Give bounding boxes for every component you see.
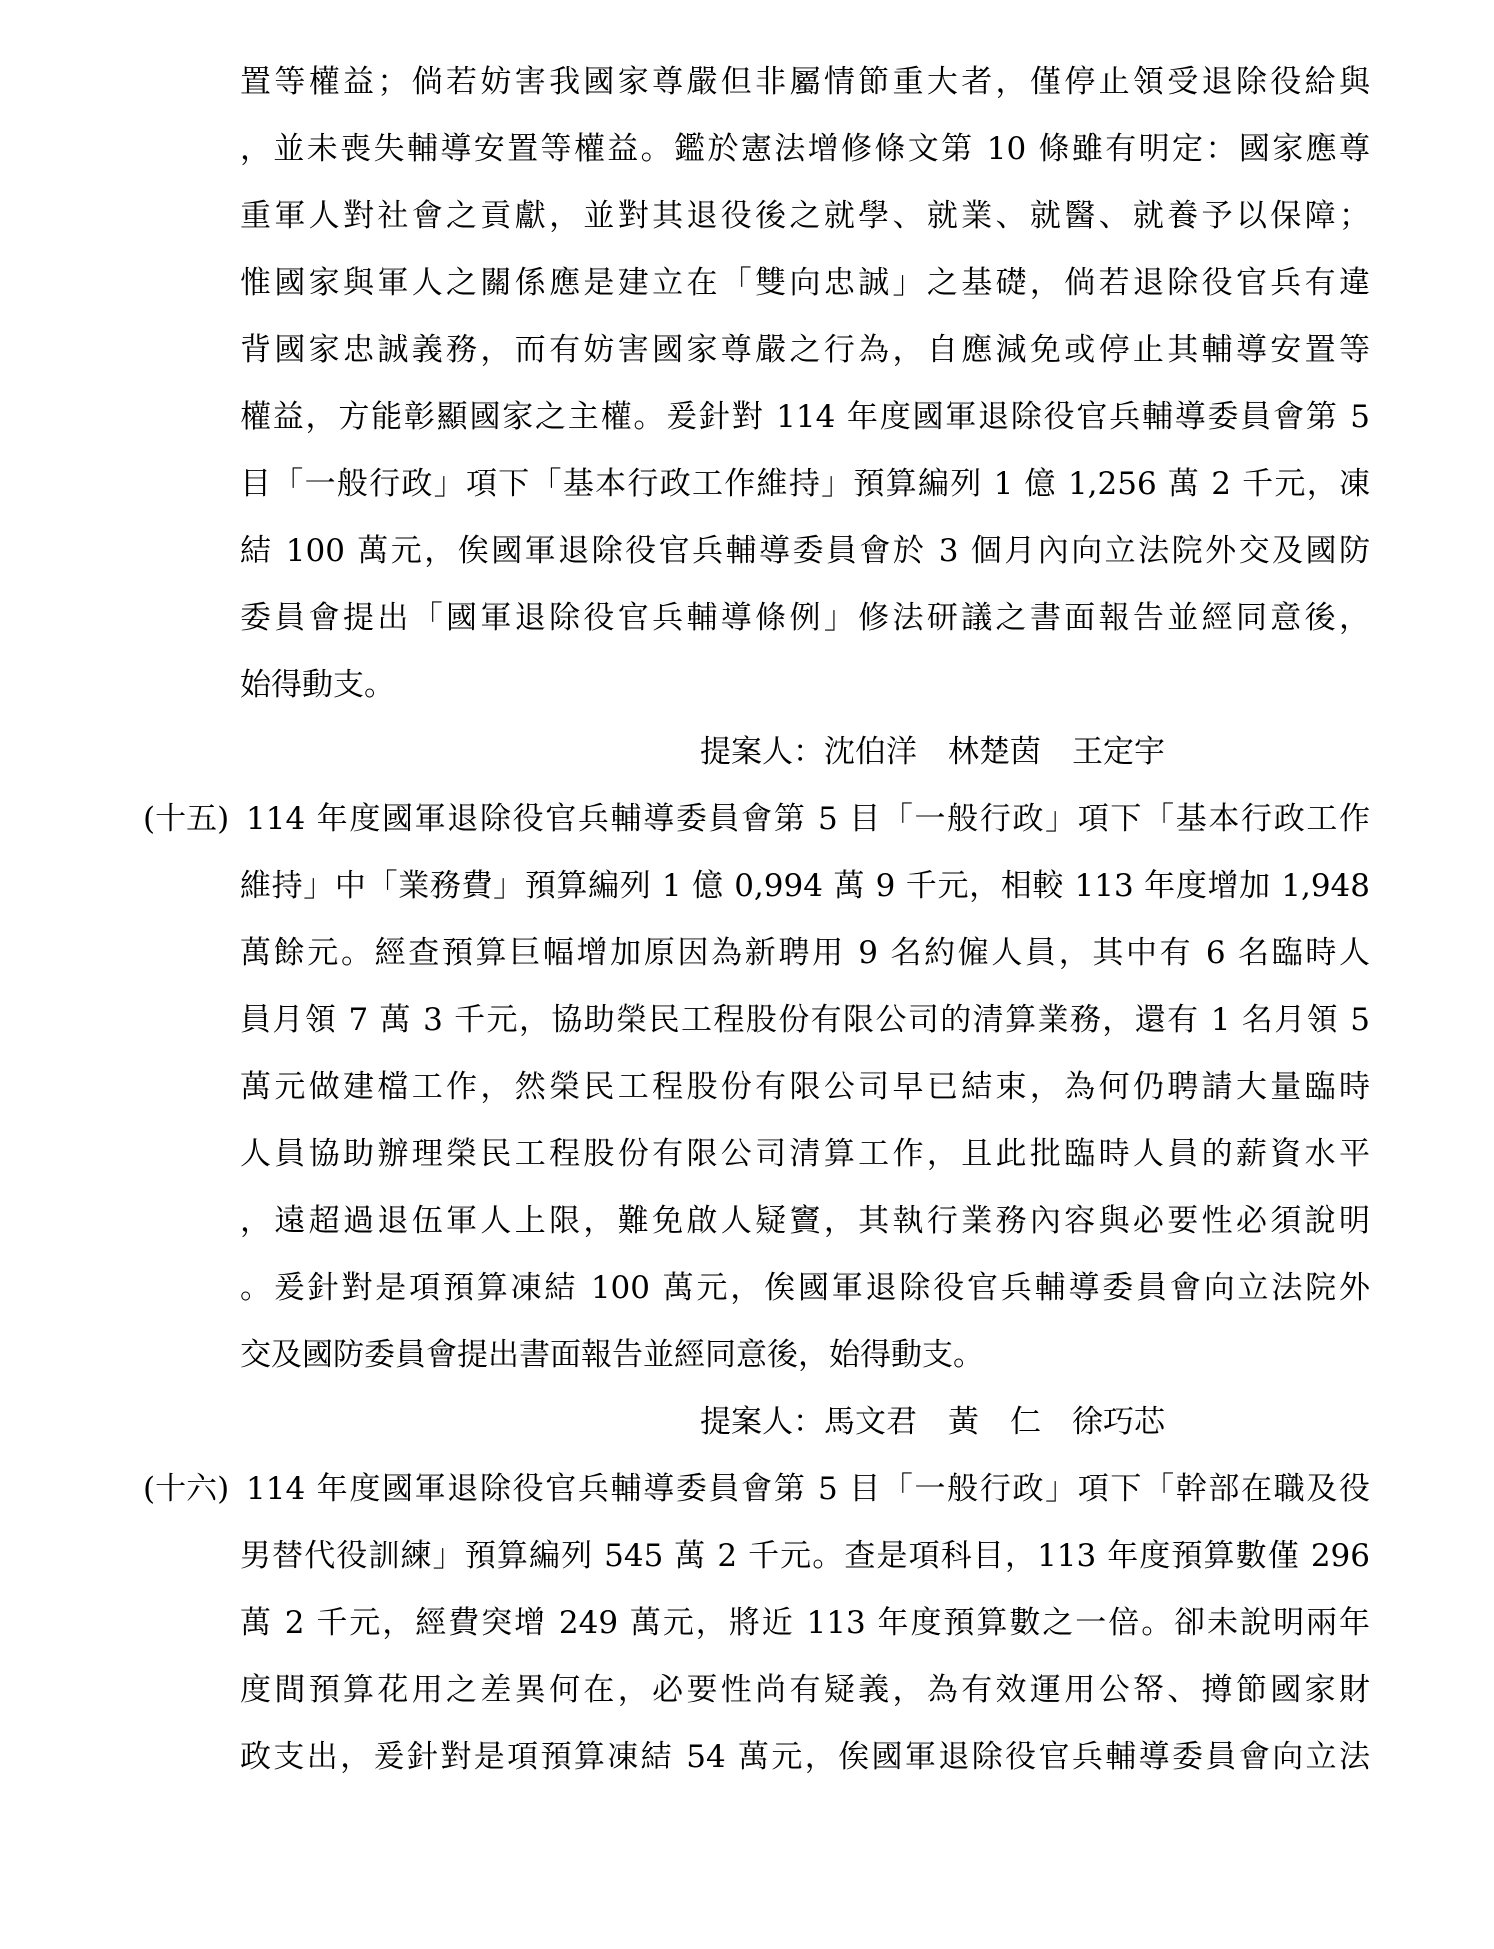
body-text-line: 人員協助辦理榮民工程股份有限公司清算工作，且此批臨時人員的薪資水平 — [240, 1136, 1370, 1172]
body-text-line: 結 100 萬元，俟國軍退除役官兵輔導委員會於 3 個月內向立法院外交及國防 — [240, 533, 1370, 569]
body-text-line: 目「一般行政」項下「基本行政工作維持」預算編列 1 億 1,256 萬 2 千元，凍 — [240, 466, 1370, 502]
item-number-label: (十五) — [143, 801, 230, 837]
body-text-line: 。爰針對是項預算凍結 100 萬元，俟國軍退除役官兵輔導委員會向立法院外 — [240, 1270, 1370, 1306]
body-text-line: 維持」中「業務費」預算編列 1 億 0,994 萬 9 千元，相較 113 年度增加 1,948 — [240, 868, 1370, 904]
body-text-line: 政支出，爰針對是項預算凍結 54 萬元，俟國軍退除役官兵輔導委員會向立法 — [240, 1739, 1370, 1775]
body-text-line: 萬元做建檔工作，然榮民工程股份有限公司早已結束，為何仍聘請大量臨時 — [240, 1069, 1370, 1105]
body-text-line: ，並未喪失輔導安置等權益。鑑於憲法增修條文第 10 條雖有明定：國家應尊 — [240, 131, 1370, 167]
body-text-line: 萬餘元。經查預算巨幅增加原因為新聘用 9 名約僱人員，其中有 6 名臨時人 — [240, 935, 1370, 971]
body-text-line: 度間預算花用之差異何在，必要性尚有疑義，為有效運用公帑、撙節國家財 — [240, 1672, 1370, 1708]
body-text-line: 置等權益；倘若妨害我國家尊嚴但非屬情節重大者，僅停止領受退除役給與 — [240, 64, 1370, 100]
body-text-line: 交及國防委員會提出書面報告並經同意後，始得動支。 — [240, 1337, 984, 1373]
body-text-line: ，遠超過退伍軍人上限，難免啟人疑竇，其執行業務內容與必要性必須說明 — [240, 1203, 1370, 1239]
body-text-line: 男替代役訓練」預算編列 545 萬 2 千元。查是項科目，113 年度預算數僅 296 — [240, 1538, 1370, 1574]
body-text-line: 惟國家與軍人之關係應是建立在「雙向忠誠」之基礎，倘若退除役官兵有違 — [240, 265, 1370, 301]
item-number-label: (十六) — [143, 1471, 230, 1507]
body-text-line: 始得動支。 — [240, 667, 395, 703]
body-text-line: 重軍人對社會之貢獻，並對其退役後之就學、就業、就醫、就養予以保障； — [240, 198, 1370, 234]
body-text-line: 114 年度國軍退除役官兵輔導委員會第 5 目「一般行政」項下「基本行政工作 — [246, 801, 1370, 837]
body-text-line: 委員會提出「國軍退除役官兵輔導條例」修法研議之書面報告並經同意後， — [240, 600, 1370, 636]
body-text-line: 員月領 7 萬 3 千元，協助榮民工程股份有限公司的清算業務，還有 1 名月領 5 — [240, 1002, 1370, 1038]
body-text-line: 背國家忠誠義務，而有妨害國家尊嚴之行為，自應減免或停止其輔導安置等 — [240, 332, 1370, 368]
proposer-line: 提案人：沈伯洋 林楚茵 王定宇 — [700, 734, 1165, 770]
body-text-line: 114 年度國軍退除役官兵輔導委員會第 5 目「一般行政」項下「幹部在職及役 — [246, 1471, 1370, 1507]
proposer-line: 提案人：馬文君 黃 仁 徐巧芯 — [700, 1404, 1165, 1440]
body-text-line: 權益，方能彰顯國家之主權。爰針對 114 年度國軍退除役官兵輔導委員會第 5 — [240, 399, 1370, 435]
body-text-line: 萬 2 千元，經費突增 249 萬元，將近 113 年度預算數之一倍。卻未說明兩年 — [240, 1605, 1370, 1641]
